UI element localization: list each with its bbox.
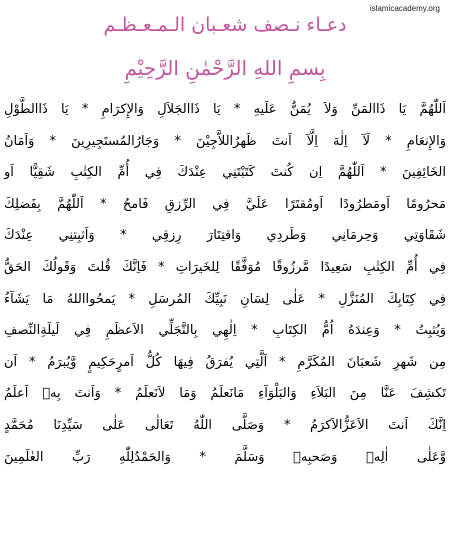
text-line: فِي كِتَابِكَ المُنَزَّلِ * عَلٰى لِسَانِ نَبِيِّكَ المُرسَلِ * يَمحُوااللهُ مَا يَشَآءُ [4, 291, 446, 307]
page-title: دعـاء نـصف شعـبان الـمـعـظـم [103, 14, 347, 36]
basmala: بِسمِ اللهِ الرَّحْمٰنِ الرَّحِيْمِ [124, 56, 326, 80]
text-line: فِي أُمِّ الكِتٰبِ سَعِيدًا مَّرزُوقًا مُوَفَّقًا لِلخَيرَاتِ * فَاِنَّكَ قُلتَ وَقَولُكَ الحَقُّ [4, 259, 446, 275]
text-line: شَقَاوَتِي وَحِرمَانِي وَطَردِي وَاقتِتَارَ رِزقِي * وَاَثبِتنِي عِنْدَكَ [4, 228, 446, 244]
text-line: الخَائِفِينَ * اَللّٰهُمَّ اِن كُنتَ كَتَبْتَنِي عِنْدَكَ فِي أُمِّ الكِتٰبِ شَقِيًّا اَو [4, 165, 446, 181]
text-line: مَحرُومًا اَومَطرُودًا اَومُقتَرًا عَلَيَّ فِي الرِّزقِ فَامحُ * اَللّٰهُمَّ بِفَضلِكَ [4, 196, 446, 212]
text-line: اِنَّكَ اَنتَ الاَعَزُّالاَكرَمُ * وَصَلَّى اللّٰهُ تَعَالٰى عَلٰى سَيِّدِنَا مُحَمَّدٍ [4, 417, 446, 433]
source-label: islamicacademy.org [369, 4, 440, 13]
text-line: اَللّٰهُمَّ يَا ذَاالمَنِّ وَلاَ يُمَنُّ عَلَيهِ * يَا ذَاالجَلاَلِ وَالإِكرَامِ * يَا ذَاالطَّوْلِ [4, 102, 446, 117]
text-line: وَّعَلٰى اٰلِهٖ وَصَحبِهٖ وَسَلَّمَ * وَالحَمْدُلِلّٰهِ رَبِّ العٰلَمِينَ [4, 449, 446, 465]
dua-text [4, 94, 446, 473]
text-line: مِن شَهرِ شَعبَانَ المُكَرَّمِ * اَلَّتِي يُفرَقُ فِيهَا كُلُّ اَمرٍحَكِيمٍ وَّيُبرَمُ * اَن [4, 354, 446, 370]
text-line: وَالإِنعَامِ * لَآ اِلٰهَ اِلَّآ اَنتَ ظَهرُاللاَّجِيْنَ * وَجَارُالمُستَجِيرِينَ * وَاَمَانُ [4, 133, 446, 149]
text-line: تَكشِفَ عَنَّا مِنَ البَلاَءِ وَالبَلْوَآءِ مَانَعلَمُ وَمَا لاَنَعلَمُ * وَاَنتَ بِهٖ اَعلَمُ [4, 386, 446, 402]
text-line: وَيُثبِتُ * وَعِندَهُ اُمُّ الكِتَابِ * اِلٰهِي بِالتَّجَلِّي الاَعظَمِ فِي لَيلَةِالنِّصفِ [4, 323, 446, 339]
